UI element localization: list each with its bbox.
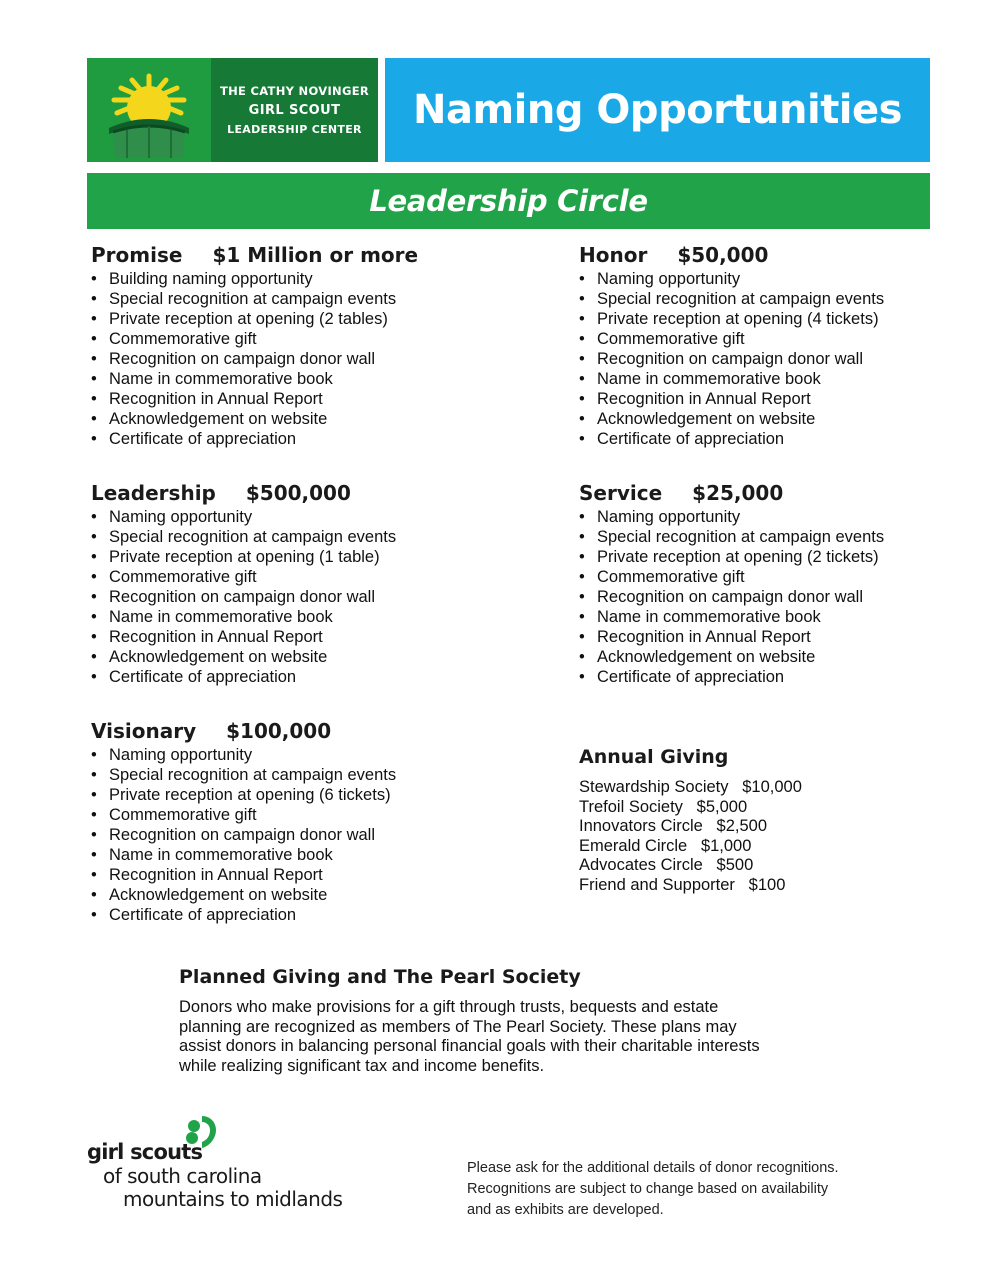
benefit-list <box>91 745 471 925</box>
logo-line-2: GIRL SCOUT <box>248 103 341 118</box>
benefit-item: • Recognition in Annual Report <box>91 389 471 409</box>
benefit-item: • Recognition on campaign donor wall <box>91 349 471 369</box>
benefit-item: • Certificate of appreciation <box>91 667 471 687</box>
benefit-list <box>91 507 471 687</box>
benefit-item: • Commemorative gift <box>91 805 471 825</box>
benefit-item: • Naming opportunity <box>579 507 959 527</box>
org-name: girl scouts <box>87 1140 203 1164</box>
planned-giving <box>179 966 839 1076</box>
tier-heading <box>579 243 959 269</box>
benefit-item: • Certificate of appreciation <box>91 905 471 925</box>
benefit-item: • Private reception at opening (2 tables) <box>91 309 471 329</box>
tier-service <box>579 481 959 687</box>
org-region: of south carolina <box>103 1164 262 1188</box>
planned-giving-line: while realizing significant tax and income benefits. <box>179 1056 545 1075</box>
benefit-item: • Acknowledgement on website <box>91 409 471 429</box>
benefit-item: • Commemorative gift <box>91 567 471 587</box>
benefit-item: • Special recognition at campaign events <box>91 527 471 547</box>
benefit-item: • Certificate of appreciation <box>579 429 959 449</box>
benefit-item: • Recognition on campaign donor wall <box>91 587 471 607</box>
benefit-item: • Commemorative gift <box>91 329 471 349</box>
benefit-item: • Acknowledgement on website <box>91 647 471 667</box>
title-banner <box>385 58 930 162</box>
benefit-item: • Acknowledgement on website <box>579 647 959 667</box>
benefit-item: • Recognition in Annual Report <box>579 627 959 647</box>
sunrise-building-icon <box>87 58 211 162</box>
section-banner <box>87 173 930 229</box>
benefit-item: • Recognition in Annual Report <box>91 865 471 885</box>
tier-honor <box>579 243 959 449</box>
benefit-item: • Recognition in Annual Report <box>579 389 959 409</box>
benefit-item: • Private reception at opening (4 tickets) <box>579 309 959 329</box>
tier-visionary <box>91 719 471 925</box>
tier-name: Service <box>579 481 663 505</box>
benefit-item: • Acknowledgement on website <box>91 885 471 905</box>
benefit-item: • Recognition on campaign donor wall <box>579 587 959 607</box>
tier-promise <box>91 243 471 449</box>
benefit-item: • Private reception at opening (6 tickets) <box>91 785 471 805</box>
benefit-item: • Special recognition at campaign events <box>579 527 959 547</box>
tier-amount: $50,000 <box>677 243 769 267</box>
tier-leadership <box>91 481 471 687</box>
leadership-center-logo <box>87 58 378 162</box>
tier-name: Visionary <box>91 719 197 743</box>
benefit-item: • Name in commemorative book <box>579 369 959 389</box>
page-title: Naming Opportunities <box>413 87 902 133</box>
benefit-item: • Recognition on campaign donor wall <box>91 825 471 845</box>
benefit-item: • Name in commemorative book <box>91 607 471 627</box>
planned-giving-line: Donors who make provisions for a gift through trusts, bequests and estate <box>179 998 719 1016</box>
benefit-item: • Name in commemorative book <box>579 607 959 627</box>
disclaimer-line: Recognitions are subject to change based on availability <box>467 1181 829 1197</box>
benefit-item: • Naming opportunity <box>579 269 959 289</box>
tier-heading <box>91 719 471 745</box>
girl-scouts-logo <box>87 1112 357 1212</box>
tier-name: Promise <box>91 243 183 267</box>
benefit-item: • Acknowledgement on website <box>579 409 959 429</box>
tier-name: Leadership <box>91 481 216 505</box>
giving-level: Friend and Supporter $100 <box>579 875 786 894</box>
giving-level: Trefoil Society $5,000 <box>579 797 748 816</box>
giving-level: Emerald Circle $1,000 <box>579 836 752 855</box>
tier-amount: $100,000 <box>226 719 332 743</box>
benefit-item: • Special recognition at campaign events <box>91 289 471 309</box>
benefit-item: • Name in commemorative book <box>91 369 471 389</box>
tier-heading <box>91 481 471 507</box>
tier-heading <box>91 243 471 269</box>
tier-amount: $1 Million or more <box>212 243 419 267</box>
benefit-list <box>579 269 959 449</box>
benefit-item: • Private reception at opening (1 table) <box>91 547 471 567</box>
tier-heading <box>579 481 959 507</box>
benefit-item: • Naming opportunity <box>91 745 471 765</box>
giving-level: Advocates Circle $500 <box>579 856 754 874</box>
benefit-item: • Recognition on campaign donor wall <box>579 349 959 369</box>
leadership-center-name <box>211 58 378 162</box>
benefit-item: • Naming opportunity <box>91 507 471 527</box>
tier-name: Honor <box>579 243 648 267</box>
benefit-item: • Certificate of appreciation <box>91 429 471 449</box>
disclaimer-line: and as exhibits are developed. <box>467 1202 664 1218</box>
benefit-item: • Building naming opportunity <box>91 269 471 289</box>
annual-giving <box>579 746 909 895</box>
section-title: Leadership Circle <box>369 184 648 218</box>
planned-giving-title: Planned Giving and The Pearl Society <box>179 966 581 988</box>
benefit-item: • Recognition in Annual Report <box>91 627 471 647</box>
benefit-item: • Special recognition at campaign events <box>91 765 471 785</box>
logo-line-1: THE CATHY NOVINGER <box>219 84 370 98</box>
benefit-item: • Commemorative gift <box>579 329 959 349</box>
benefit-item: • Name in commemorative book <box>91 845 471 865</box>
benefit-item: • Private reception at opening (2 tickets) <box>579 547 959 567</box>
disclaimer-line: Please ask for the additional details of donor recognitions. <box>467 1160 839 1176</box>
disclaimer <box>467 1158 907 1221</box>
tier-amount: $25,000 <box>692 481 784 505</box>
giving-level: Innovators Circle $2,500 <box>579 817 768 835</box>
benefit-item: • Certificate of appreciation <box>579 667 959 687</box>
annual-giving-title: Annual Giving <box>579 746 729 768</box>
logo-line-3: LEADERSHIP CENTER <box>227 123 362 136</box>
benefit-list <box>91 269 471 449</box>
giving-level: Stewardship Society $10,000 <box>579 778 802 796</box>
planned-giving-line: assist donors in balancing personal financial goals with their charitable interests <box>179 1037 760 1055</box>
benefit-item: • Commemorative gift <box>579 567 959 587</box>
benefit-item: • Special recognition at campaign events <box>579 289 959 309</box>
org-subregion: mountains to midlands <box>123 1187 343 1211</box>
planned-giving-line: planning are recognized as members of The Pearl Society. These plans may <box>179 1017 737 1036</box>
benefit-list <box>579 507 959 687</box>
tier-amount: $500,000 <box>245 481 351 505</box>
